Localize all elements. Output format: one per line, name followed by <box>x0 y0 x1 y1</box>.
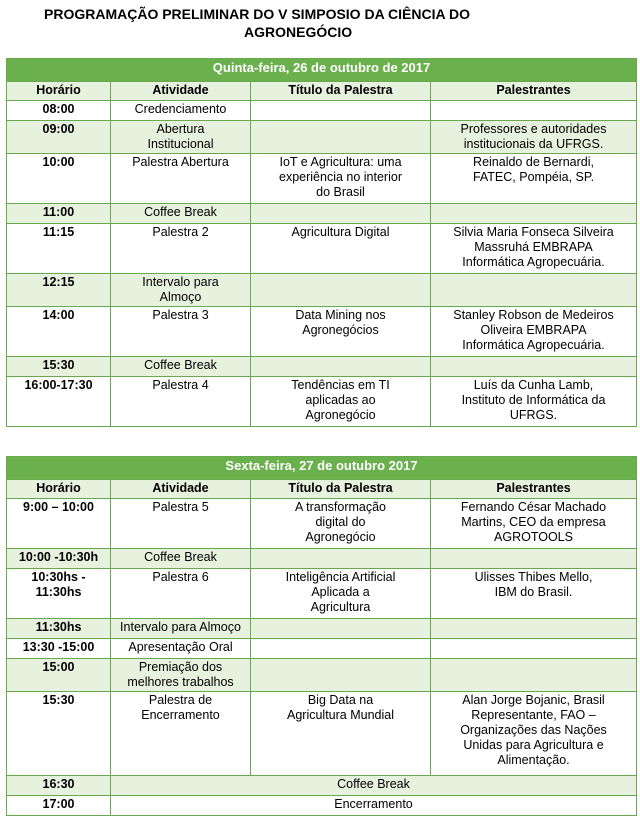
page-title <box>44 5 604 41</box>
speakers-cell <box>431 357 637 377</box>
col-header-talk-title: Título da Palestra <box>251 82 431 101</box>
time-cell: 11:15 <box>7 224 111 274</box>
talk-cell: IoT e Agricultura: uma experiência no interior do Brasil <box>251 154 431 204</box>
speakers-cell: Reinaldo de Bernardi, FATEC, Pompéia, SP. <box>431 154 637 204</box>
time-cell: 9:00 – 10:00 <box>7 499 111 549</box>
col-header-speakers: Palestrantes <box>431 480 637 499</box>
talk-cell: Agricultura Digital <box>251 224 431 274</box>
activity-cell: Premiação dos melhores trabalhos <box>111 659 251 692</box>
talk-cell <box>251 101 431 121</box>
title-line-2: AGRONEGÓCIO <box>244 24 353 40</box>
talk-cell <box>251 659 431 692</box>
speakers-cell <box>431 639 637 659</box>
activity-cell: Abertura Institucional <box>111 121 251 154</box>
speakers-cell: Luís da Cunha Lamb, Instituto de Informática da UFRGS. <box>431 377 637 427</box>
col-header-time: Horário <box>7 82 111 101</box>
time-cell: 08:00 <box>7 101 111 121</box>
speakers-cell <box>431 619 637 639</box>
table-row <box>7 154 637 204</box>
talk-cell <box>251 274 431 307</box>
table-row <box>7 121 637 154</box>
activity-cell: Palestra 2 <box>111 224 251 274</box>
schedule-table-friday <box>6 456 637 816</box>
activity-cell: Coffee Break <box>111 776 637 796</box>
talk-cell <box>251 121 431 154</box>
talk-cell <box>251 619 431 639</box>
time-cell: 15:30 <box>7 357 111 377</box>
table-row <box>7 569 637 619</box>
time-cell: 17:00 <box>7 796 111 816</box>
table-row <box>7 499 637 549</box>
table-row <box>7 549 637 569</box>
talk-cell: Big Data na Agricultura Mundial <box>251 692 431 776</box>
speakers-cell <box>431 549 637 569</box>
speakers-cell: Professores e autoridades institucionais da UFRGS. <box>431 121 637 154</box>
time-cell: 15:30 <box>7 692 111 776</box>
table-row <box>7 796 637 816</box>
time-cell: 13:30 -15:00 <box>7 639 111 659</box>
title-line-1: PROGRAMAÇÃO PRELIMINAR DO V SIMPOSIO DA CIÊNCIA DO <box>44 6 470 22</box>
speakers-cell: Stanley Robson de Medeiros Oliveira EMBRAPA Informática Agropecuária. <box>431 307 637 357</box>
table-row <box>7 101 637 121</box>
talk-cell <box>251 549 431 569</box>
table-row <box>7 204 637 224</box>
speakers-cell: Ulisses Thibes Mello, IBM do Brasil. <box>431 569 637 619</box>
col-header-speakers: Palestrantes <box>431 82 637 101</box>
col-header-talk-title: Título da Palestra <box>251 480 431 499</box>
speakers-cell <box>431 101 637 121</box>
talk-cell: Inteligência Artificial Aplicada a Agricultura <box>251 569 431 619</box>
time-cell: 11:30hs <box>7 619 111 639</box>
talk-cell: Data Mining nos Agronegócios <box>251 307 431 357</box>
time-cell: 16:30 <box>7 776 111 796</box>
talk-cell <box>251 204 431 224</box>
table-row <box>7 377 637 427</box>
activity-cell: Palestra Abertura <box>111 154 251 204</box>
speakers-cell: Silvia Maria Fonseca Silveira Massruhá EMBRAPA Informática Agropecuária. <box>431 224 637 274</box>
time-cell: 10:00 -10:30h <box>7 549 111 569</box>
activity-cell: Palestra 4 <box>111 377 251 427</box>
table-row <box>7 274 637 307</box>
activity-cell: Intervalo para Almoço <box>111 274 251 307</box>
table-row <box>7 224 637 274</box>
activity-cell: Palestra 5 <box>111 499 251 549</box>
speakers-cell <box>431 659 637 692</box>
talk-cell: A transformação digital do Agronegócio <box>251 499 431 549</box>
col-header-time: Horário <box>7 480 111 499</box>
activity-cell: Intervalo para Almoço <box>111 619 251 639</box>
day-banner-friday: Sexta-feira, 27 de outubro 2017 <box>7 457 637 480</box>
talk-cell <box>251 357 431 377</box>
table-row <box>7 776 637 796</box>
activity-cell: Coffee Break <box>111 357 251 377</box>
speakers-cell <box>431 204 637 224</box>
col-header-activity: Atividade <box>111 480 251 499</box>
speakers-cell: Alan Jorge Bojanic, Brasil Representante, FAO – Organizações das Nações Unidas para Agricultura e Alimentação. <box>431 692 637 776</box>
table-row <box>7 619 637 639</box>
time-cell: 12:15 <box>7 274 111 307</box>
time-cell: 15:00 <box>7 659 111 692</box>
activity-cell: Credenciamento <box>111 101 251 121</box>
activity-cell: Palestra 6 <box>111 569 251 619</box>
time-cell: 10:30hs - 11:30hs <box>7 569 111 619</box>
day-banner-thursday: Quinta-feira, 26 de outubro de 2017 <box>7 59 637 82</box>
activity-cell: Palestra de Encerramento <box>111 692 251 776</box>
speakers-cell <box>431 274 637 307</box>
activity-cell: Encerramento <box>111 796 637 816</box>
speakers-cell: Fernando César Machado Martins, CEO da empresa AGROTOOLS <box>431 499 637 549</box>
talk-cell <box>251 639 431 659</box>
table-row <box>7 357 637 377</box>
activity-cell: Coffee Break <box>111 204 251 224</box>
activity-cell: Palestra 3 <box>111 307 251 357</box>
table-row <box>7 659 637 692</box>
time-cell: 09:00 <box>7 121 111 154</box>
time-cell: 16:00-17:30 <box>7 377 111 427</box>
table-row <box>7 307 637 357</box>
time-cell: 14:00 <box>7 307 111 357</box>
talk-cell: Tendências em TI aplicadas ao Agronegócio <box>251 377 431 427</box>
table-row <box>7 639 637 659</box>
activity-cell: Apresentação Oral <box>111 639 251 659</box>
table-row <box>7 692 637 776</box>
time-cell: 10:00 <box>7 154 111 204</box>
activity-cell: Coffee Break <box>111 549 251 569</box>
schedule-table-thursday <box>6 58 637 427</box>
time-cell: 11:00 <box>7 204 111 224</box>
col-header-activity: Atividade <box>111 82 251 101</box>
